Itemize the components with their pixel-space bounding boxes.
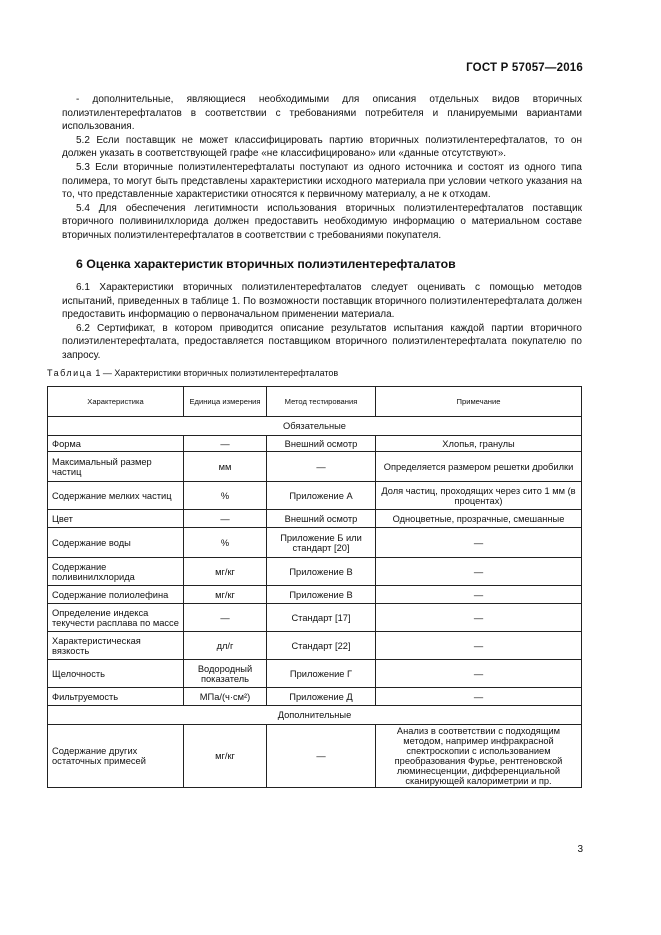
cell-note: —: [376, 558, 582, 586]
table-row: [48, 725, 582, 788]
cell-note: Определяется размером решетки дробилки: [376, 452, 582, 482]
section-title: 6 Оценка характеристик вторичных полиэтилентерефталатов: [76, 257, 456, 271]
cell-characteristic: Фильтруемость: [48, 688, 184, 706]
paragraph: 5.2 Если поставщик не может классифицировать партию вторичных полиэтилентерефталатов, то он должен указать в соответствующей графе «не классифицировано» или «данные отсутствуют».: [62, 134, 582, 160]
cell-method: —: [267, 725, 376, 788]
paragraph: 6.1 Характеристики вторичных полиэтилентерефталатов следует оценивать с помощью методов испытаний, приведенных в таблице 1. По возможности поставщик вторичного полиэтилентерефталата должен предоставить информацию о первоначальном применении материала.: [62, 282, 582, 321]
cell-unit: мг/кг: [184, 586, 267, 604]
cell-unit: МПа/(ч·см²): [184, 688, 267, 706]
cell-characteristic: Содержание других остаточных примесей: [48, 725, 184, 788]
table-row: [48, 510, 582, 528]
group-label: Обязательные: [48, 417, 582, 436]
cell-unit: дл/г: [184, 632, 267, 660]
cell-unit: мг/кг: [184, 558, 267, 586]
column-header: Характеристика: [48, 387, 184, 417]
table-row: [48, 528, 582, 558]
document-header: ГОСТ Р 57057—2016: [466, 62, 583, 74]
paragraph: 5.4 Для обеспечения легитимности использования вторичных полиэтилентерефталатов поставщик вторичного поливинилхлорида должен предоставить необходимую информацию о материальном составе вторичных полиэтилентерефталатов в соответствии с требованиями покупателя.: [62, 202, 582, 241]
section-text: [62, 281, 582, 363]
table-row: [48, 558, 582, 586]
cell-note: Хлопья, гранулы: [376, 436, 582, 452]
cell-unit: мм: [184, 452, 267, 482]
column-header: Примечание: [376, 387, 582, 417]
cell-note: Одноцветные, прозрачные, смешанные: [376, 510, 582, 528]
cell-characteristic: Содержание воды: [48, 528, 184, 558]
cell-method: Стандарт [17]: [267, 604, 376, 632]
paragraph: 6.2 Сертификат, в котором приводится описание результатов испытания каждой партии вторичного полиэтилентерефталата, предоставляется поставщиком вторичного полиэтилентерефталата покупателю по запросу.: [62, 322, 582, 361]
table-row: [48, 688, 582, 706]
cell-characteristic: Характеристическая вязкость: [48, 632, 184, 660]
table-caption: [47, 368, 338, 378]
cell-characteristic: Максимальный размер частиц: [48, 452, 184, 482]
cell-note: —: [376, 688, 582, 706]
page-number: 3: [577, 844, 583, 855]
cell-unit: %: [184, 482, 267, 510]
paragraph: - дополнительные, являющиеся необходимыми для описания отдельных видов вторичных полиэтилентерефталатов в соответствии с требованиями потребителя и планируемыми вариантами использования.: [62, 94, 582, 133]
column-header: Единица измерения: [184, 387, 267, 417]
cell-method: Стандарт [22]: [267, 632, 376, 660]
cell-method: Внешний осмотр: [267, 436, 376, 452]
cell-note: —: [376, 660, 582, 688]
characteristics-table: [47, 386, 582, 788]
cell-unit: —: [184, 510, 267, 528]
cell-unit: мг/кг: [184, 725, 267, 788]
table-caption-text: 1 — Характеристики вторичных полиэтилентерефталатов: [95, 368, 339, 378]
table-row: [48, 586, 582, 604]
cell-note: —: [376, 586, 582, 604]
cell-note: —: [376, 632, 582, 660]
cell-note: Доля частиц, проходящих через сито 1 мм (в процентах): [376, 482, 582, 510]
cell-characteristic: Содержание мелких частиц: [48, 482, 184, 510]
cell-characteristic: Определение индекса текучести расплава по массе: [48, 604, 184, 632]
group-row: [48, 706, 582, 725]
cell-characteristic: Щелочность: [48, 660, 184, 688]
cell-method: Приложение Д: [267, 688, 376, 706]
cell-unit: —: [184, 436, 267, 452]
cell-method: Приложение Б или стандарт [20]: [267, 528, 376, 558]
cell-unit: %: [184, 528, 267, 558]
body-text: [62, 93, 582, 243]
cell-method: Приложение В: [267, 558, 376, 586]
cell-note: —: [376, 604, 582, 632]
cell-characteristic: Содержание полиолефина: [48, 586, 184, 604]
cell-method: Приложение В: [267, 586, 376, 604]
table-row: [48, 436, 582, 452]
column-header: Метод тестирования: [267, 387, 376, 417]
table-row: [48, 632, 582, 660]
group-row: [48, 417, 582, 436]
table-row: [48, 482, 582, 510]
table-row: [48, 452, 582, 482]
cell-characteristic: Форма: [48, 436, 184, 452]
cell-method: Приложение А: [267, 482, 376, 510]
group-label: Дополнительные: [48, 706, 582, 725]
cell-method: Внешний осмотр: [267, 510, 376, 528]
cell-characteristic: Цвет: [48, 510, 184, 528]
cell-note: —: [376, 528, 582, 558]
cell-note: Анализ в соответствии с подходящим методом, например инфракрасной спектроскопии с использованием преобразования Фурье, рентгеновской люминесценции, дифференциальной сканирующей калориметрии и пр.: [376, 725, 582, 788]
table-row: [48, 660, 582, 688]
cell-method: —: [267, 452, 376, 482]
cell-characteristic: Содержание поливинилхлорида: [48, 558, 184, 586]
table-caption-label: Таблица: [47, 368, 93, 378]
cell-unit: Водородный показатель: [184, 660, 267, 688]
table-row: [48, 604, 582, 632]
table-header-row: [48, 387, 582, 417]
cell-unit: —: [184, 604, 267, 632]
paragraph: 5.3 Если вторичные полиэтилентерефталаты поступают из одного источника и состоят из одного типа полимера, то могут быть представлены характеристики исходного материала при условии четкого указания на то, что представленные характеристики относятся к первичному материалу, а не к отходам.: [62, 161, 582, 201]
cell-method: Приложение Г: [267, 660, 376, 688]
